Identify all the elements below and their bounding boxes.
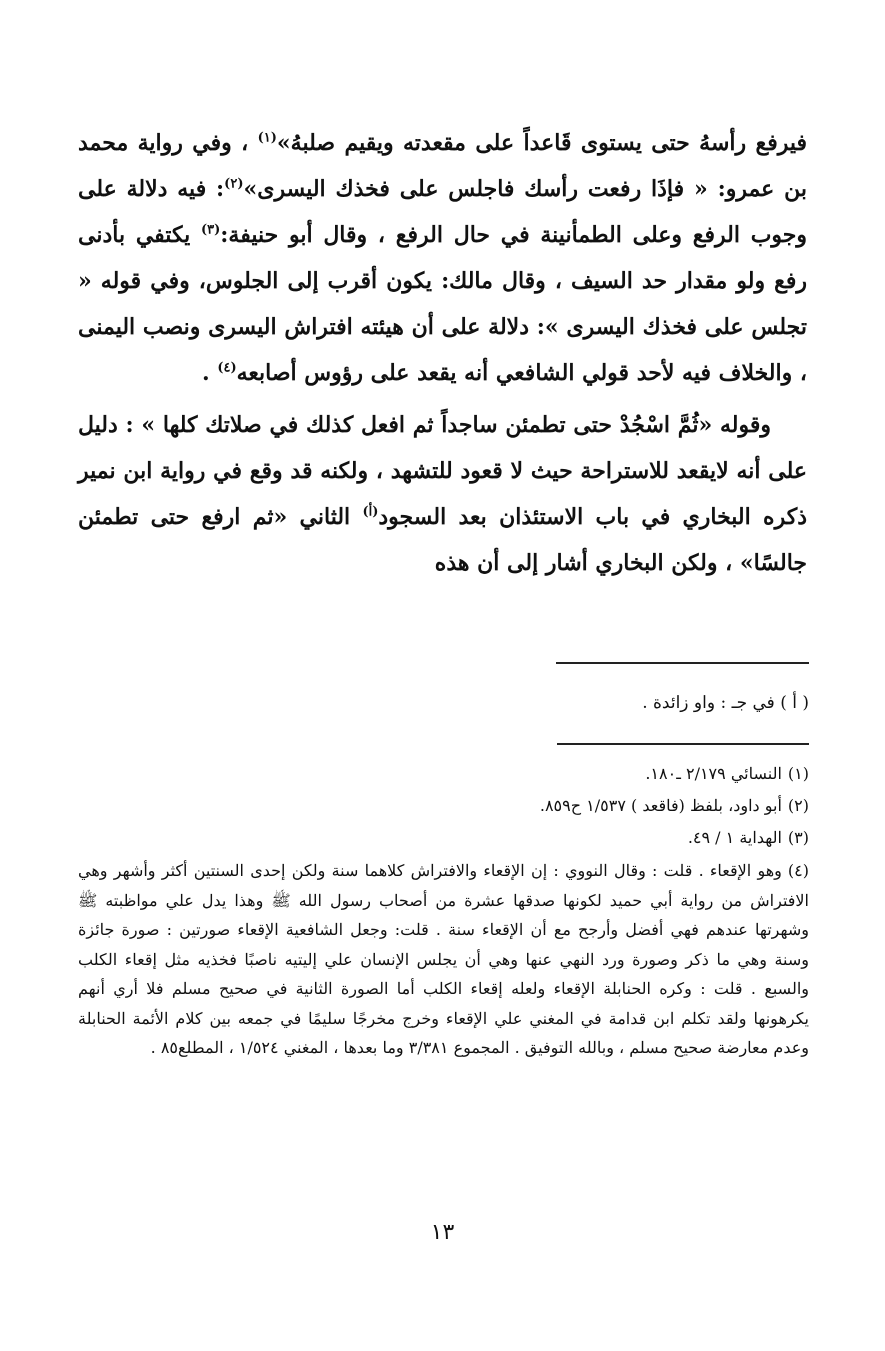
paragraph-1-part-3: : فيه دلالة على وجوب الرفع وعلى الطمأنينة في حال الرفع ، وقال أبو حنيفة: — [78, 176, 807, 248]
footnote-number: (٢) — [787, 796, 809, 815]
footnote-3 — [78, 822, 809, 854]
footnote-number: (٤) — [787, 861, 809, 880]
footnote-number: (١) — [787, 764, 809, 783]
footnote-4 — [78, 856, 809, 1063]
footnote-1 — [78, 758, 809, 790]
paragraph-1-part-4: يكتفي بأدنى رفع ولو مقدار حد السيف ، وقال مالك: يكون أقرب إلى الجلوس، وفي قوله « تجلس على فخذك اليسرى »: دلالة على أن هيئته افتراش اليسرى ونصب اليمنى ، والخلاف فيه لأحد قولي الشافعي أنه يقعد على رؤوس أصابعه — [78, 222, 807, 386]
paragraph-1 — [78, 120, 807, 396]
variant-ref-a: (أ) — [362, 504, 379, 520]
footnote-ref-3: (٣) — [200, 222, 221, 238]
footnote-number: (٣) — [787, 828, 809, 847]
footnote-text: وهو الإقعاء . قلت : وقال النووي : إن الإقعاء والافتراش كلاهما سنة ولكن إحدى السنتين أكثر وأشهر وهي الافتراش من رواية أبي حميد لكونها صدقها عشرة من أصحاب رسول الله ﷺ وهذا يدل علي مواظبته ﷺ وشهرتها عندهم فهي أفضل وأرجح مع أن الإقعاء سنة . قلت: وجعل الشافعية الإقعاء صورتين : صورة جائزة وسنة وهي ما ذكر وصورة ورد النهي عنها وهي أن يجلس الإنسان علي إليتيه ناصبًا فخذيه مثل إقعاء الكلب والسبع . قلت : وكره الحنابلة الإقعاء ولعله إقعاء الكلب أما الصورة الثانية في صحيح مسلم فلا أري أنهم يكرهونها ولقد تكلم ابن قدامة في المغني علي الإقعاء وخرج مخرجًا سليمًا في جمعه بين كلام الأئمة الحنابلة وعدم معارضة صحيح مسلم ، وبالله التوفيق . المجموع ٣/٣٨١ وما بعدها ، المغني ١/٥٢٤ ، المطلع٨٥ . — [78, 861, 810, 1057]
footnote-ref-4: (٤) — [217, 360, 237, 376]
paragraph-1-part-5: . — [201, 360, 218, 386]
paragraph-1-part-2: ، وفي رواية محمد بن عمرو: « فإذَا رفعت رأسك فاجلس على فخذك اليسرى» — [78, 130, 808, 202]
paragraph-2-part-1: وقوله «ثُمَّ اسْجُدْ حتى تطمئن ساجداً ثم افعل كذلك في صلاتك كلها » : دليل على أنه لايقعد للاستراحة حيث لا قعود للتشهد ، ولكنه قد وقع في رواية ابن نمير ذكره البخاري في باب الاستئذان بعد السجود — [78, 412, 807, 530]
footnote-ref-1: (١) — [257, 130, 277, 146]
footnote-text: النسائي ٢/١٧٩ ـ١٨٠. — [645, 764, 782, 783]
footnotes-divider — [557, 743, 809, 745]
paragraph-1-part-1: فيرفع رأسهُ حتى يستوى قَاعداً على مقعدته ويقيم صلبهُ» — [276, 130, 808, 156]
paragraph-2-part-2: الثاني «ثم ارفع حتى تطمئن جالسًا» ، ولكن البخاري أشار إلى أن هذه — [78, 504, 807, 576]
paragraph-2 — [78, 402, 807, 586]
footnotes-section — [78, 758, 809, 1063]
footnote-text: الهداية ١ / ٤٩. — [687, 828, 782, 847]
footnote-2 — [78, 790, 809, 822]
page-number: ١٣ — [430, 1220, 455, 1245]
footnote-ref-2: (٢) — [224, 176, 244, 192]
footnote-text: أبو داود، بلفظ (فاقعد ) ١/٥٣٧ ح٨٥٩. — [539, 796, 782, 815]
variant-note: ( أ ) في جـ : واو زائدة . — [642, 693, 809, 713]
main-body-text — [78, 120, 807, 586]
variant-note-divider — [556, 662, 809, 664]
